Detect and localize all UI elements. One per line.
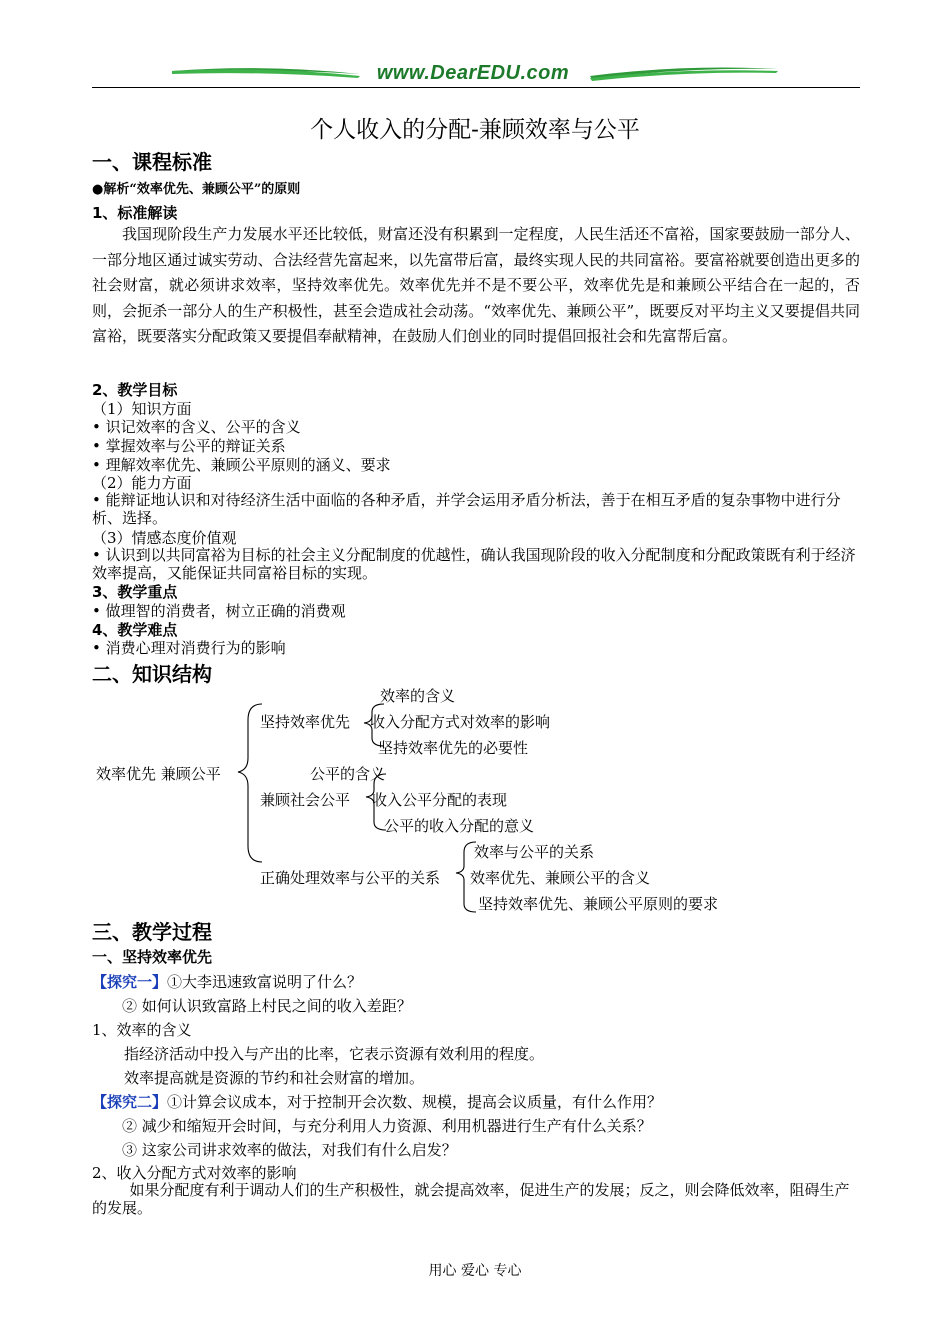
- structure-root: 效率优先 兼顾公平: [96, 765, 221, 783]
- structure-branch-fairness: 兼顾社会公平: [260, 791, 351, 809]
- structure-leaf: 公平的收入分配的意义: [384, 817, 535, 835]
- structure-leaf: 效率优先、兼顾公平的含义: [470, 869, 651, 887]
- subheading-goals: 2、教学目标: [92, 381, 178, 399]
- standard-paragraph: 我国现阶段生产力发展水平还比较低，财富还没有积累到一定程度，人民生活还不富裕，国家要鼓励一部分人、一部分地区通过诚实劳动、合法经营先富起来，以先富带后富，最终实现人民的共同富裕。要富裕就要创造出更多的社会财富，就必须讲求效率，坚持效率优先。效率优先并不是不要公平，效率优先是和兼顾公平结合在一起的，否则，会扼杀一部分人的生产积极性，甚至会造成社会动荡。“效率优先、兼顾公平”，既要反对平均主义又要提倡共同富裕，既要落实分配政策又要提倡奉献精神，在鼓励人们创业的同时提倡回报社会和先富帮后富。: [92, 225, 860, 345]
- section-heading-3: 三、教学过程: [92, 920, 212, 944]
- header-logo: [170, 62, 780, 86]
- ability-item-1: • 能辩证地认识和对待经济生活中面临的各种矛盾，并学会运用矛盾分析法，善于在相互矛盾的复杂事物中进行分析、选择。: [92, 491, 841, 527]
- explore-2-line: [92, 1091, 662, 1112]
- section-heading-1: 一、课程标准: [92, 150, 212, 174]
- emotion-heading: （3）情感态度价值观: [92, 529, 237, 547]
- structure-leaf: 效率与公平的关系: [474, 843, 595, 861]
- efficiency-definition-2: 效率提高就是资源的节约和社会财富的增加。: [124, 1069, 425, 1087]
- section-heading-2: 二、知识结构: [92, 662, 212, 686]
- structure-branch-relationship: 正确处理效率与公平的关系: [260, 869, 441, 887]
- subheading-key-points: 3、教学重点: [92, 583, 178, 601]
- explore-2-question-2: ② 减少和缩短开会时间，与充分利用人力资源、利用机器进行生产有什么关系？: [122, 1117, 652, 1135]
- knowledge-item-3: • 理解效率优先、兼顾公平原则的涵义、要求: [92, 456, 391, 474]
- explore-2-question-3: ③ 这家公司讲求效率的做法，对我们有什么启发？: [122, 1141, 457, 1159]
- page-footer: 用心 爱心 专心: [428, 1263, 522, 1279]
- header-rule: [92, 87, 860, 88]
- explore-1-question-1: ①大李迅速致富说明了什么？: [167, 973, 363, 991]
- explore-1-question-2: ② 如何认识致富路上村民之间的收入差距？: [122, 997, 412, 1015]
- structure-leaf: 收入分配方式对效率的影响: [370, 713, 551, 731]
- structure-branch-efficiency: 坚持效率优先: [260, 713, 351, 731]
- structure-leaf: 公平的含义: [310, 765, 386, 783]
- structure-leaf: 坚持效率优先、兼顾公平原则的要求: [478, 895, 719, 913]
- explore-2-tag: 【探究二】: [92, 1093, 168, 1111]
- subheading-efficiency-first: 一、坚持效率优先: [92, 948, 213, 966]
- explore-1-tag: 【探究一】: [92, 973, 168, 991]
- structure-leaf: 坚持效率优先的必要性: [378, 739, 529, 757]
- knowledge-item-1: • 识记效率的含义、公平的含义: [92, 418, 301, 436]
- explore-2-question-1: ①计算会议成本，对于控制开会次数、规模，提高会议质量，有什么作用？: [167, 1093, 663, 1111]
- knowledge-heading: （1）知识方面: [92, 400, 192, 418]
- knowledge-item-2: • 掌握效率与公平的辩证关系: [92, 437, 286, 455]
- subheading-standard-reading: 1、标准解读: [92, 204, 178, 222]
- explore-1-line: [92, 971, 362, 992]
- structure-leaf: 效率的含义: [380, 687, 456, 705]
- emotion-item-1: • 认识到以共同富裕为目标的社会主义分配制度的优越性，确认我国现阶段的收入分配制度和分配政策既有利于经济效率提高，又能保证共同富裕目标的实现。: [92, 546, 856, 582]
- difficulty-item: • 消费心理对消费行为的影响: [92, 639, 286, 657]
- structure-leaf: 收入公平分配的表现: [372, 791, 508, 809]
- standard-line: ●解析“效率优先、兼顾公平”的原则: [92, 182, 301, 197]
- point-efficiency-meaning: 1、效率的含义: [92, 1021, 192, 1039]
- efficiency-definition-1: 指经济活动中投入与产出的比率，它表示资源有效利用的程度。: [124, 1045, 545, 1063]
- distribution-influence-text: 如果分配度有利于调动人们的生产积极性，就会提高效率，促进生产的发展；反之，则会降低效率，阻碍生产的发展。: [92, 1181, 850, 1217]
- key-point-item: • 做理智的消费者，树立正确的消费观: [92, 602, 346, 620]
- logo-text: www.DearEDU.com: [376, 62, 570, 84]
- ability-heading: （2）能力方面: [92, 474, 192, 492]
- point-distribution-influence: 2、收入分配方式对效率的影响: [92, 1164, 297, 1182]
- page-title: 个人收入的分配-兼顾效率与公平: [310, 117, 640, 143]
- subheading-difficulty: 4、教学难点: [92, 621, 178, 639]
